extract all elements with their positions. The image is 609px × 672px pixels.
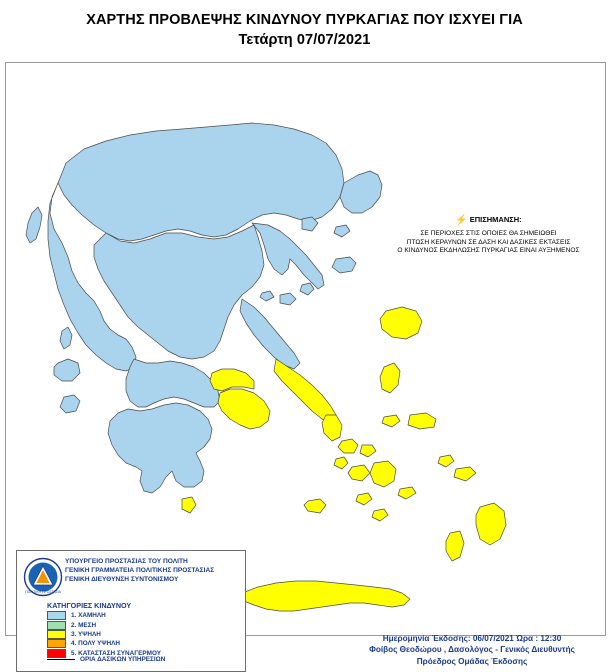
legend-boundary-item [47,656,165,663]
island-skopelos[interactable] [280,293,296,305]
legend-swatch-4 [47,639,66,648]
legend-swatch-2 [47,621,66,630]
region-evros[interactable] [340,171,382,213]
legend-items [47,611,161,658]
legend-label-2: 2. ΜΕΣΗ [71,621,97,629]
island-ios[interactable] [356,493,372,505]
island-evia-north[interactable] [240,299,300,369]
agency-line-3: ΓΕΝΙΚΗ ΔΙΕΥΘΥΝΣΗ ΣΥΝΤΟΝΙΣΜΟΥ [65,576,179,584]
region-peloponnese[interactable] [108,403,212,493]
legend-swatch-3 [47,630,66,639]
legend-item-4 [47,639,161,648]
island-lefkada[interactable] [60,327,72,349]
island-karpathos[interactable] [446,531,464,561]
legend-item-3 [47,630,161,639]
region-sterea-ellada[interactable] [126,359,220,407]
island-chios[interactable] [380,363,400,393]
island-corfu[interactable] [26,207,42,243]
svg-text:ΠΟΛΙΤΙΚΗ ΠΡΟΣΤΑΣΙΑ: ΠΟΛΙΤΙΚΗ ΠΡΟΣΤΑΣΙΑ [25,590,61,595]
island-amorgos[interactable] [398,487,416,499]
island-santorini[interactable] [372,509,388,521]
island-kalymnos[interactable] [438,455,454,467]
agency-name [65,557,241,585]
warning-note-line-1: ΣΕ ΠΕΡΙΟΧΕΣ ΣΤΙΣ ΟΠΟΙΕΣ ΘΑ ΣΗΜΕΙΩΘΕΙ [420,230,557,237]
page-title [0,10,609,50]
issue-datetime: Ημερομηνία Έκδοσης: 06/07/2021 Ώρα : 12:30 [382,634,562,643]
warning-note [376,215,601,256]
warning-note-body [376,230,601,256]
warning-note-line-3: Ο ΚΙΝΔΥΝΟΣ ΕΚΔΗΛΩΣΗΣ ΠΥΡΚΑΓΙΑΣ ΕΙΝΑΙ ΑΥΞΗΜΕΝΟΣ [397,247,580,255]
issuer-name: Φοίβος Θεοδώρου , Δασολόγος - Γενικός Διευθυντής [369,645,575,655]
island-naxos[interactable] [370,461,396,487]
region-thrace-macedonia[interactable] [58,123,344,241]
island-samos[interactable] [408,413,436,429]
legend-item-1 [47,611,161,620]
island-syros[interactable] [334,457,348,469]
agency-line-2: ΓΕΝΙΚΗ ΓΡΑΜΜΑΤΕΙΑ ΠΟΛΙΤΙΚΗΣ ΠΡΟΣΤΑΣΙΑΣ [65,567,215,575]
warning-note-heading [376,215,601,226]
legend-label-3: 3. ΥΨΗΛΗ [71,630,101,638]
island-rhodes[interactable] [476,503,506,545]
island-zakynthos[interactable] [60,395,80,413]
island-andros[interactable] [322,415,342,441]
island-samothraki[interactable] [334,225,350,237]
island-milos[interactable] [304,499,326,513]
island-ikaria[interactable] [382,415,400,427]
issuer-block [336,633,608,667]
island-evia-south[interactable] [274,359,336,423]
title-line-1: ΧΑΡΤΗΣ ΠΡΟΒΛΕΨΗΣ ΚΙΝΔΥΝΟΥ ΠΥΡΚΑΓΙΑΣ ΠΟΥ ΙΣΧΥΕΙ ΓΙΑ [86,12,523,28]
legend-label-1: 1. ΧΑΜΗΛΗ [71,612,106,620]
region-viotia[interactable] [210,369,254,391]
island-alonnisos[interactable] [300,283,314,295]
island-kythira[interactable] [182,497,196,513]
warning-note-line-2: ΠΤΩΣΗ ΚΕΡΑΥΝΩΝ ΣΕ ΔΑΣΗ ΚΑΙ ΔΑΣΙΚΕΣ ΕΚΤΑΣΕΙΣ [406,238,571,246]
lightning-bolt-icon: ⚡ [455,215,468,226]
island-mykonos[interactable] [360,445,376,457]
legend-boundary-label: ΟΡΙΑ ΔΑΣΙΚΩΝ ΥΠΗΡΕΣΙΩΝ [80,656,166,663]
issuer-role: Πρόεδρος Ομάδας Έκδοσης [416,656,528,666]
legend-label-4: 4. ΠΟΛΥ ΥΨΗΛΗ [71,640,121,648]
legend-panel [16,550,246,672]
region-attica[interactable] [218,389,270,429]
legend-label-5: 5. ΚΑΤΑΣΤΑΣΗ ΣΥΝΑΓΕΡΜΟΥ [71,649,162,657]
legend-swatch-1 [47,611,66,620]
title-line-2: Τετάρτη 07/07/2021 [238,32,371,48]
island-lesvos[interactable] [380,307,422,339]
island-limnos[interactable] [332,257,356,273]
island-skiathos[interactable] [260,291,274,301]
agency-line-1: ΥΠΟΥΡΓΕΙΟ ΠΡΟΣΤΑΣΙΑΣ ΤΟΥ ΠΟΛΙΤΗ [65,558,188,565]
island-paros[interactable] [348,465,370,481]
island-crete[interactable] [242,581,410,611]
boundary-line-icon [47,659,75,660]
island-tinos[interactable] [338,439,358,453]
island-kos[interactable] [454,467,476,481]
map-canvas[interactable] [5,62,606,666]
legend-item-2 [47,620,161,629]
civil-protection-emblem-icon [23,557,63,597]
legend-title: ΚΑΤΗΓΟΡΙΕΣ ΚΙΝΔΥΝΟΥ [47,601,132,610]
island-kefalonia[interactable] [54,359,80,381]
warning-note-heading-text: ΕΠΙΣΗΜΑΝΣΗ: [469,215,522,224]
